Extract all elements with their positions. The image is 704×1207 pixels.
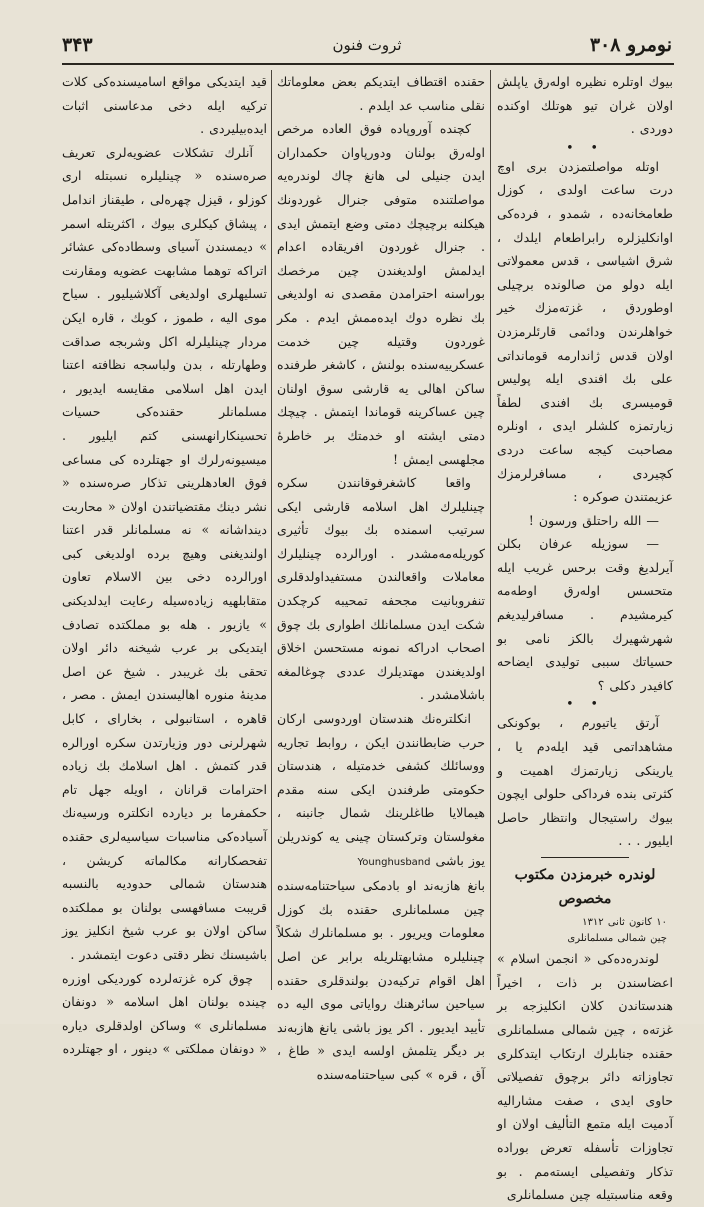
column-middle: [277, 70, 485, 1087]
column-divider: [271, 70, 272, 990]
paragraph: بانغ هازبەند او بادمكی سیاحتنامەسنده چین مسلمانلری حقنده بك كوزل معلومات ویریور . بو مسلمانلرك شكلاً چینلیلره مشابهتلریله برابر عن اصل اهل اقوام تركیەدن بولندقلری حقنده سیاحین سائرهنك روایاتی موی الیه ده تأیید ایدیور . اكر یوز باشی یانغ هازبەند بر دیگر یتلمش اولسه ایدی « طاغ ، آق ، قره » كبی سیاحتنامەسنده: [277, 878, 485, 1082]
paragraph: آنلرك تشكلات عضویەلری تعریف صرەسنده « چینلیلره نسبتله اری كوزلو ، قیزل چهرەلی ، طیقناز اندامل ، پیشاق كیكلری بیوك ، اكثریتله اسمر » دیمسندن آسیای وسطادەكی عشائر اتراكه توهما مشابهت عضویه ومقارنت تسلیهلری اولدیغی آكلاشیلیور . سیاح موی الیه ، طموز ، كوبك ، قاره ایکن مردار چینلیلرله اكل وشربجه صداقت وطهارتله ، بدن ولباسجه نظافته اعتنا ایدن اهل اسلامی مقایسه ایدیور ، مسلمانلر حقندەكی حسیات تحسینكارانهسنی كتم ایلیور . میسیونەرلرك او جهتلرده كی مساعی فوق العادهلرینی تذكار صرەسنده « نشر دینك مقتضیاتندن اولان « محاربت دینداشانه » نه مسلمانلر قدر اعتنا اولندیغنی وهیچ برده اولدیغی كبی اورالرده دخی بین الاسلام تعاون متقابلهیه زیادەسیله رعایت ایدلدیكنی » یازیور . هله بو مملكتده تصادف ایتدیكی بر عرب شیخنه دائر اولان تحقی بك غریبدر . شیخ عن اصل مدینهٔ منوره اهالیسندن ایمش . مصر ، قاهره ، استانبولی ، بخارای ، كابل شهرلرنی دور وزیارتدن سكره اورالره قدر كتمش . اهل اسلامك بك زیاده احترامات قرانان ، اویله جهل تام حكمفرما بر دیارده انكلتره ورسیەنك آسیادەكی مناسبات سیاسیەلری حقنده تفحصكارانه مكالماته كریشن ، هندستان شمالی حدودیه بالنسبه قریبت مسافهسی بولنان بو مملكتده ساكن اولان بو عرب شیخ انكلیز یوز باشیسنك نظر دقتی دعوت ایتمشدر .: [62, 144, 267, 962]
paragraph: آرتق یاتیورم ، بوكونكی مشاهداتمی قید ایلەدم یا ، یارینكی زیارتمزك اهمیت و كثرتی بنده فرداكی حلولی ایچون بیوك راستیجال وانتظار حاصل ایلیور . . .: [497, 715, 673, 849]
paragraph: واقعا كاشغرفوقانندن سكره چینلیلرك اهل اسلامه قارشی ایكی سرتیب اسمنده بك بیوك تأثیری كوریلەمەمشدر . اورالرده چینلیلرك معاملات واقعالندن مستفیداولدقلری تنفروبانیت مجحفه تمحیبه كرچكدن شكت ایدن مسلمانلك اطواری بك چوق اصحاب ادراكه نمونه مستحسن اخلاق اولدیغندن مهتدیلرك عددی چوغالمغه باشلامشدر .: [277, 475, 485, 703]
separator-dots: • •: [566, 139, 604, 155]
paragraph: [277, 707, 485, 874]
paragraph: چوق كره غزتەلرده كوردیكی اوزره چینده بولنان اهل اسلامه « دونفان مسلمانلری » وساكن اولدقلری دیاره « دونفان مملكتی » دینور ، او جهتلرده: [62, 970, 267, 1057]
paragraph: قید ایتدیكی مواقع اسامیسندەكی كلات تركیه ایله دخی مدعاسنی اثبات ایدەبیلیردی .: [62, 74, 267, 137]
dateline: ۱۰ كانون ثانی ۱۳۱۲ چین شمالی مسلمانلری: [567, 917, 667, 945]
header-rule: [62, 63, 674, 65]
column-right: [497, 70, 673, 1207]
paragraph: — الله راحتلق ورسون !: [528, 512, 659, 528]
page-header: [62, 30, 672, 64]
section-title: لوندره خبرمزدن مكتوب مخصوص: [514, 867, 656, 907]
paragraph: لوندرەدەكی « انجمن اسلام » اعضاسندن بر ذات ، اخیراً هندستاندن كلان انكلیزجه بر غزتەه ، چین شمالی مسلمانلری حقنده جنابلرك ارتكاب ایتدكلری تجاوزاته دائر برچوق تفصیلاتی حاوی ایدی ، صفت مشارالیه آدمیت ایله متمع التألیف اولان او تجاوزات تأسفله تعرض بوراده تذكار وتفصیلی ایستەمم . بو وقعه مناسبتیله چین مسلمانلری: [497, 951, 673, 1203]
paragraph: حقنده اقتطاف ایتدیكم بعض معلوماتك نقلی مناسب عد ایلدم .: [277, 74, 485, 113]
paragraph: — سوزیله عرفان بكلن آیرلدیغ وقت برحس غریب ایله متحسس اولەرق اوطەمه كیرمشیدم . مسافرلیدیغم شهرشهیرك بالكز نامی بو حسیاتك سببی تولیدی ایضاحه كافیدر دكلی ؟: [497, 536, 673, 693]
section-rule: [541, 857, 629, 858]
page-number: ۳۴۳: [62, 34, 93, 56]
paragraph: اوتله مواصلتمزدن بری اوچ درت ساعت اولدی ، كوزل طعامخانەده ، شمدو ، فردەكی اوانكلیزلره رابراطعام ایلدك ، شرق اشیاسی ، قدس معمولاتی ایله دولو من صالونده برچیلی اوطوردق ، غزتەمزك خیر خواهلرندن ودائمی قارئلرمزدن اولان قدس ژاندارمه قومانداتی علی بك افندی ایله پولیس قومیسری بك افندی لطفاً زیارتمزه كلشلر ایدی ، اونلره مصاحبت كیجه ساعت دردی كچیردی ، مسافرلرمزك عزیمتندن صوكره :: [497, 158, 673, 505]
column-divider: [490, 70, 491, 990]
paragraph-text: انكلترەنك هندستان اوردوسی اركان حرب ضابطانندن ایكن ، روابط تجاریه ووسائلك كشفی خدمتیله ، هندستان حكومتی طرفندن ایكی سنه مقدم هیمالایا طاغلرینك شمال جانبنه ، مغولستان وتركستان چینی یه كوندریلن یوز باشی: [277, 711, 485, 868]
separator-dots: • •: [566, 696, 604, 712]
issue-number: نومرو ۳۰۸: [589, 34, 672, 56]
latin-name: Younghusband: [357, 856, 431, 868]
journal-title: ثروت فنون: [332, 36, 402, 54]
paragraph: بیوك اوتلره نظیره اولەرق یاپلش اولان غران تیو هوتلك اوكندە دوردی .: [497, 74, 673, 137]
paragraph: كچنده آوروپاده فوق العاده مرخص اولەرق بولنان ودورپاوان حكمداران ایدن جنیلی لی هانغ چاك لوندرەیه مواصلتنده متوفی جنرال غوردونك هیكلنه برچیچك دمتی وضع ایتمش ایدی . جنرال غوردون افریقاده اعدام ایدلمش اولدیغندن چین مرخصك بوراسنه احترامدن مقصدی نه اولدیغی بك نظره دوك ایدەممش ایدم . مكر غوردون وقتیله چین خدمت عسكرییەسنده بولنش ، كاشغر طرفنده ساكن اهالی یه قارشی سوق اولنان چین عساكرینه قوماندا ایتمش . چیچك دمتی ایشته او خدمتك بر خاطرهٔ مجلهسی ایمش !: [277, 121, 485, 467]
column-left: [62, 70, 267, 1061]
